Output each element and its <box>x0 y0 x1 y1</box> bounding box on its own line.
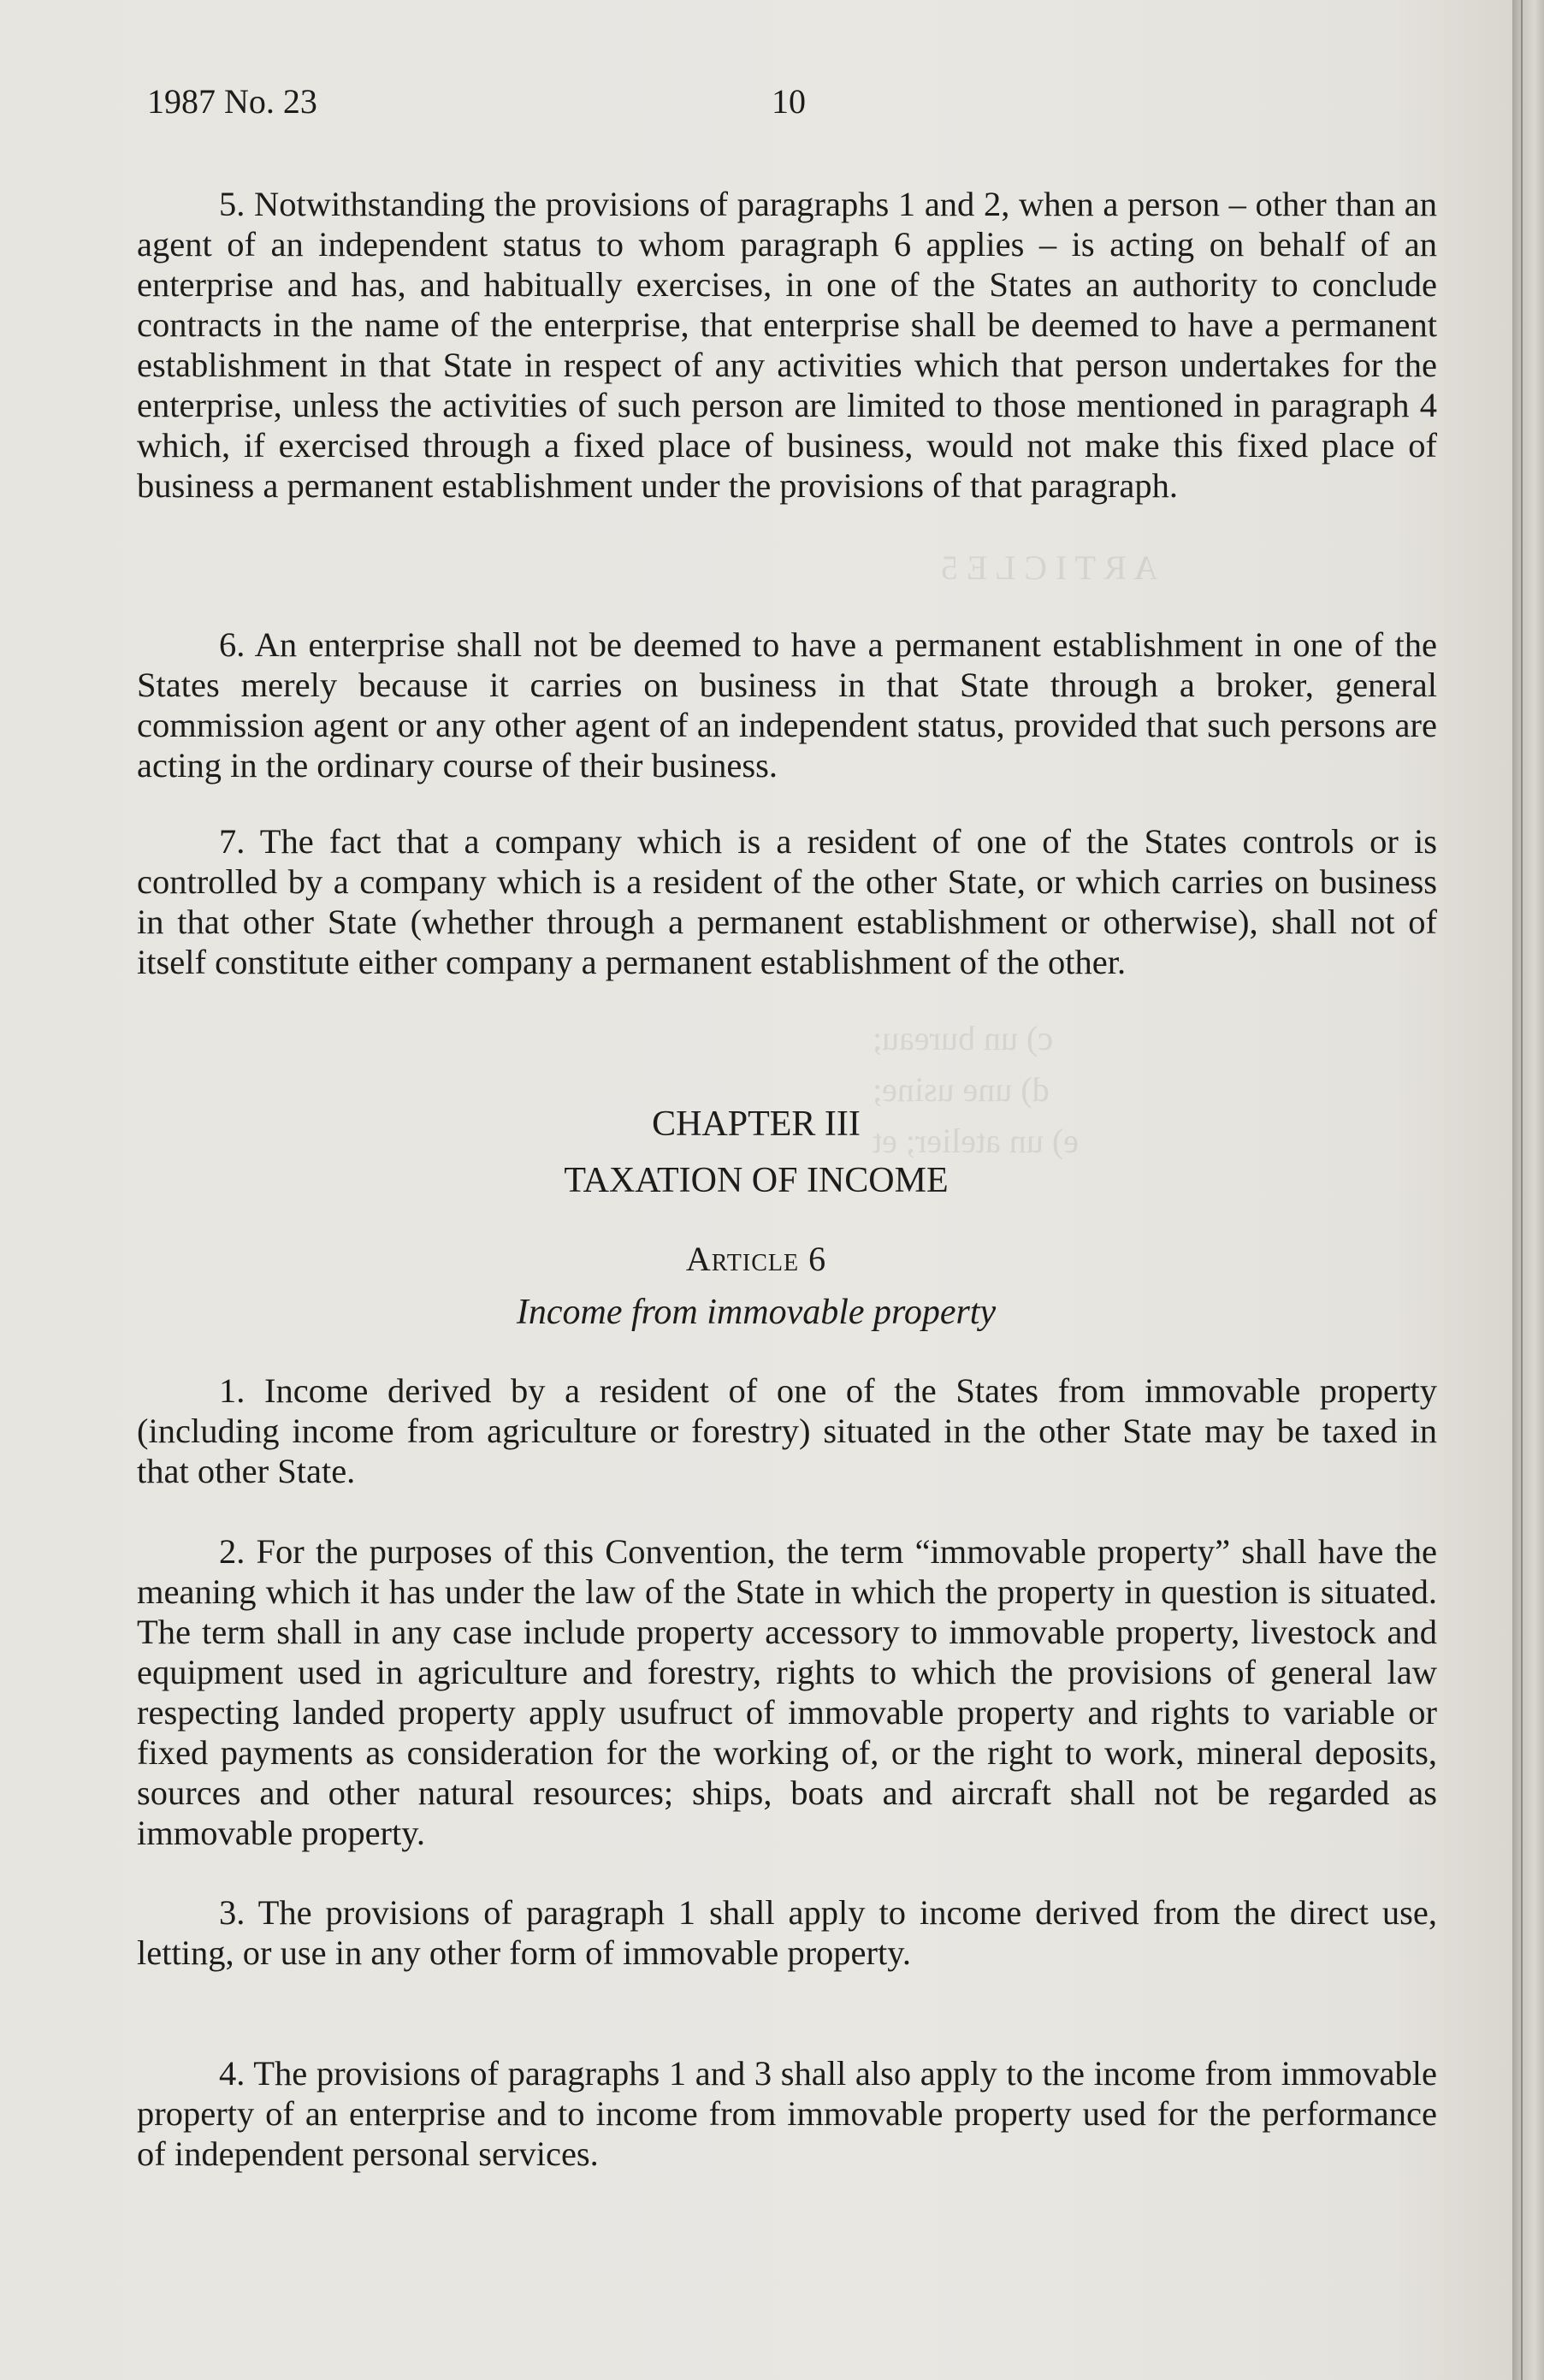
chapter-title: TAXATION OF INCOME <box>564 1161 949 1200</box>
article-label: Article 6 <box>685 1240 827 1278</box>
act-year-number: 1987 No. 23 <box>147 82 317 121</box>
chapter-number: CHAPTER III <box>652 1104 861 1144</box>
show-through-text: c) un bureau; <box>873 1019 1054 1057</box>
show-through-text: A R T I C L E 5 <box>941 548 1158 587</box>
page-number: 10 <box>772 82 806 121</box>
article6-paragraph-1: 1. Income derived by a resident of one of the States from immovable property (including income from agriculture or forestry) situated in the other State may be taxed in that other State. <box>137 1371 1437 1490</box>
book-binding-edge <box>1512 0 1544 2380</box>
paragraph-6: 6. An enterprise shall not be deemed to have a permanent establishment in one of the States merely because it carries on business in that State through a broker, general commission agent or any other agent of an independent status, provided that such persons are acting in the ordinary course of their business. <box>137 625 1437 784</box>
binding-line <box>1521 0 1523 2380</box>
article6-paragraph-3: 3. The provisions of paragraph 1 shall apply to income derived from the direct use, letting, or use in any other form of immovable property. <box>137 1893 1437 1972</box>
page-header <box>147 81 1430 129</box>
show-through-text: d) une usine; <box>873 1070 1050 1109</box>
paragraph-5: 5. Notwithstanding the provisions of paragraphs 1 and 2, when a person – other than an agent of an independent status to whom paragraph 6 applies – is acting on behalf of an enterprise and has, and habitually exercises, in one of the States an authority to conclude contracts in the name of the enterprise, that enterprise shall be deemed to have a permanent establishment in that State in respect of any activities which that person undertakes for the enterprise, unless the activities of such person are limited to those mentioned in paragraph 4 which, if exercised through a fixed place of business, would not make this fixed place of business a permanent establishment under the provisions of that paragraph. <box>137 185 1437 505</box>
article-title: Income from immovable property <box>516 1293 997 1332</box>
paragraph-7: 7. The fact that a company which is a resident of one of the States controls or is controlled by a company which is a resident of the other State, or which carries on business in that other State (whether through a permanent establishment or otherwise), shall not of itself constitute either company a permanent establishment of the other. <box>137 822 1437 981</box>
article6-paragraph-4: 4. The provisions of paragraphs 1 and 3 shall also apply to the income from immovable property of an enterprise and to income from immovable property used for the performance of independent personal services. <box>137 2054 1437 2173</box>
show-through-text: e) un atelier; et <box>873 1122 1079 1160</box>
article6-paragraph-2: 2. For the purposes of this Convention, the term “immovable property” shall have the meaning which it has under the law of the State in which the property in question is situated. The term shall in any case include property accessory to immovable property, livestock and equipment used in agriculture and forestry, rights to which the provisions of general law respecting landed property apply usufruct of immovable property and rights to variable or fixed payments as consideration for the working of, or the right to work, mineral deposits, sources and other natural resources; ships, boats and aircraft shall not be regarded as immovable property. <box>137 1532 1437 1852</box>
